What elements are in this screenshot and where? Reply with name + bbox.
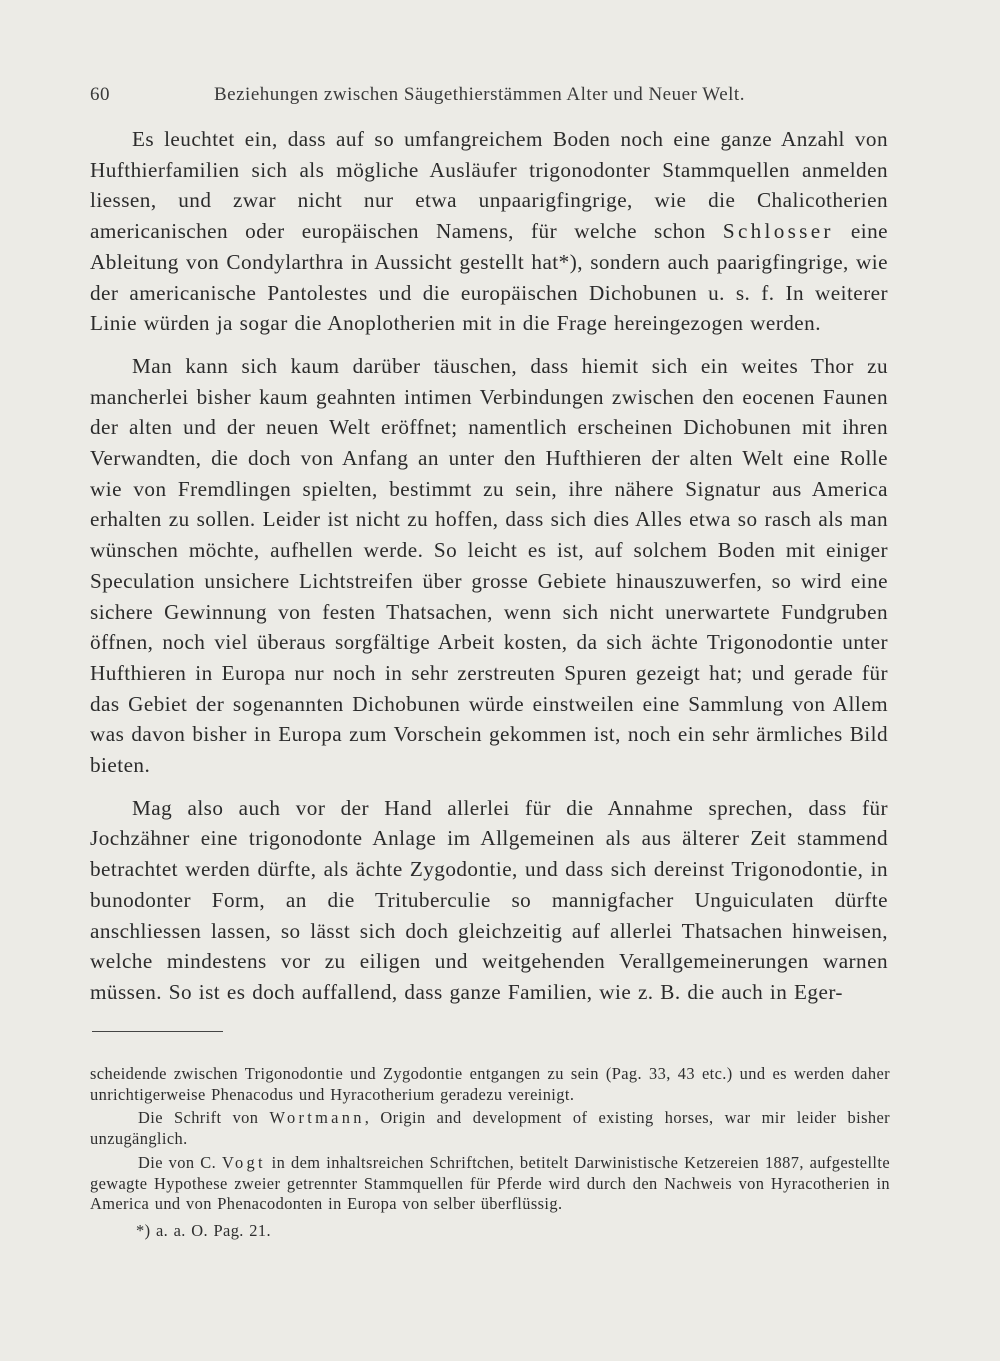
footnote-divider	[92, 1031, 223, 1032]
footnote-continuation: scheidende zwischen Trigonodontie und Zygodontie entgangen zu sein (Pag. 33, 43 etc.) und es werden daher unrichtigerweise Phenacodus und Hyracotherium geradezu vereinigt.	[90, 1064, 890, 1104]
main-text	[90, 124, 888, 1008]
running-title: Beziehungen zwischen Säugethierstämmen Alter und Neuer Welt.	[214, 84, 745, 105]
paragraph-2: Man kann sich kaum darüber täuschen, dass hiemit sich ein weites Thor zu mancherlei bisher kaum geahnten intimen Verbindungen zwischen den eocenen Faunen der alten und der neuen Welt eröffnet; namentlich erscheinen Dichobunen mit ihren Verwandten, die doch von Anfang an unter den Hufthieren der alten Welt eine Rolle wie von Fremdlingen spielten, bestimmt zu sein, ihre nähere Signatur aus America erhalten zu sollen. Leider ist nicht zu hoffen, dass sich dies Alles etwa so rasch als man wünschen möchte, aufhellen werde. So leicht es ist, auf solchem Boden mit einiger Speculation unsichere Lichtstreifen über grosse Gebiete hinauszuwerfen, so wird eine sichere Gewinnung von festen Thatsachen, wenn sich nicht unerwartete Fundgruben öffnen, noch viel überaus sorgfältige Arbeit kosten, da sich ächte Trigonodontie unter Hufthieren in Europa nur noch in sehr zerstreuten Spuren gezeigt hat; und gerade für das Gebiet der sogenannten Dichobunen würde einstweilen eine Sammlung von Allem was davon bisher in Europa zum Vorschein gekommen ist, noch ein sehr ärmliches Bild bieten.	[90, 353, 888, 778]
footnote-wortmann-text-b: , Origin and development of existing horses, war mir leider bisher unzugänglich.	[90, 1108, 891, 1149]
paragraph-1-text-b: eine Ableitung von Condylarthra in Aussicht gestellt hat*), sondern auch paarigfingrige, wie der americanische Pantolestes und die europäischen Dichobunen u. s. f. In weiterer Linie würden ja sogar die Anoplotherien mit in die Frage hereingezogen werden.	[90, 219, 888, 336]
footnote-vogt-text-b: in dem inhaltsreichen Schriftchen, betitelt Darwinistische Ketzereien 1887, aufgestellte gewagte Hypothese zweier getrennter Stammquellen für Pferde wird durch den Nachweis von Hyracotherien in America und von Phenacodonten in Europa von selber überflüssig.	[90, 1152, 890, 1214]
footnote-wortmann-text-a: Die Schrift von	[138, 1108, 259, 1128]
author-name-wortmann: Wortmann	[269, 1108, 365, 1128]
author-name-vogt: Vogt	[221, 1152, 266, 1172]
author-name-schlosser: Schlosser	[722, 219, 834, 244]
paragraph-1-text-a: Es leuchtet ein, dass auf so umfangreichem Boden noch eine ganze Anzahl von Hufthierfamilien sich als mögliche Ausläufer trigonodonter Stammquellen anmelden liessen, und zwar nicht nur etwa unpaarigfingrige, wie die Chalicotherien americanischen oder europäischen Namens, für welche schon	[90, 127, 888, 244]
footnotes	[90, 1064, 890, 1245]
paragraph-3: Mag also auch vor der Hand allerlei für die Annahme sprechen, dass für Jochzähner eine trigonodonte Anlage im Allgemeinen als aus älterer Zeit stammend betrachtet werden dürfte, als ächte Zygodontie, und dass sich dereinst Trigonodontie, in bunodonter Form, an die Trituberculie so mannigfacher Unguiculaten dürfte anschliessen lassen, so lässt sich doch gleichzeitig auf allerlei Thatsachen hinweisen, welche mindestens vor zu eiligen und weitgehenden Verallgemeinerungen warnen müssen. So ist es doch auffallend, dass ganze Familien, wie z. B. die auch in Eger-	[90, 795, 888, 1004]
footnote-vogt	[90, 1153, 890, 1215]
footnote-wortmann	[90, 1108, 890, 1149]
running-header	[90, 84, 890, 114]
footnote-vogt-text-a: Die von C.	[138, 1152, 217, 1172]
page-number: 60	[90, 84, 110, 105]
paragraph-1	[90, 124, 888, 339]
footnote-star: *) a. a. O. Pag. 21.	[136, 1220, 271, 1240]
